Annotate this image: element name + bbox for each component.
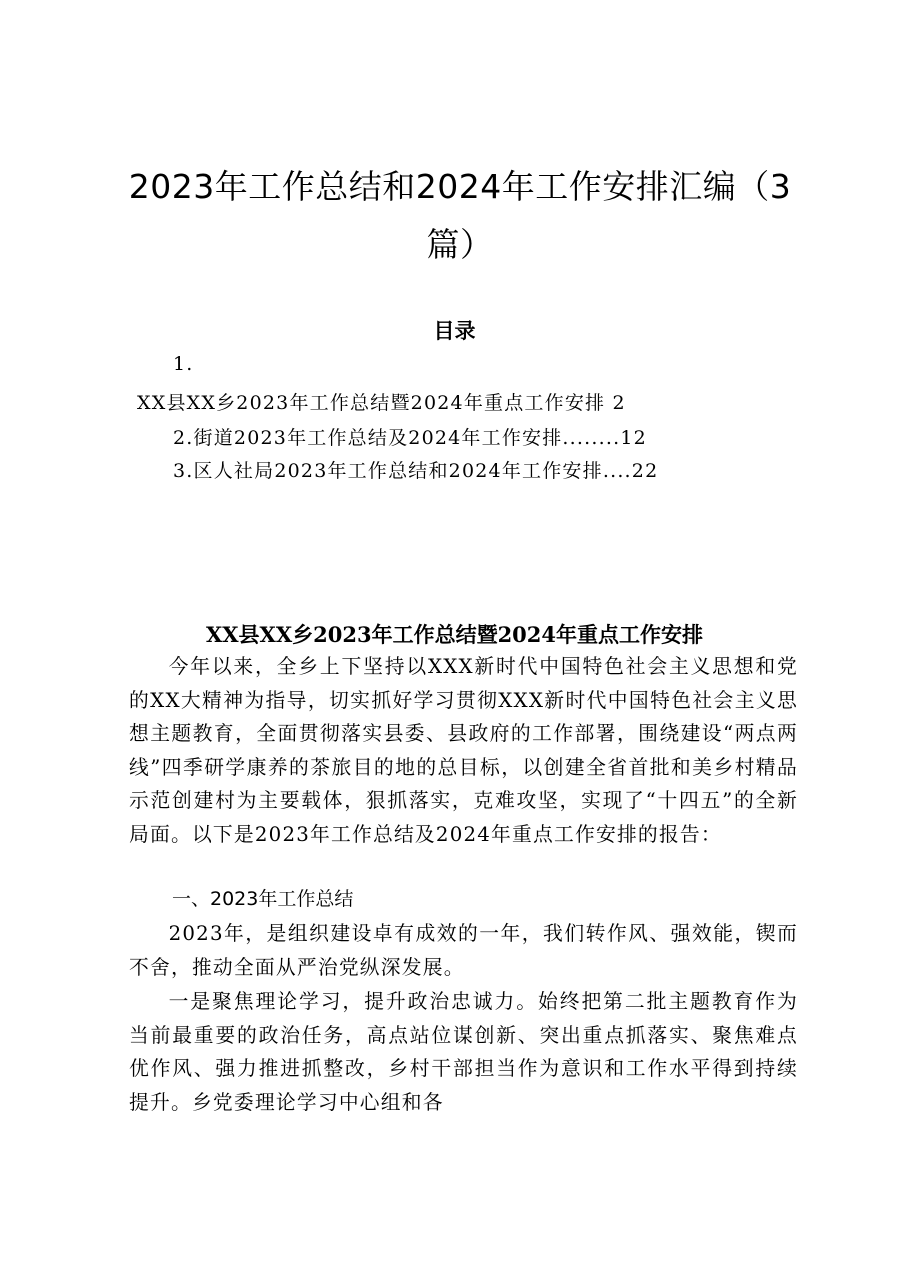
toc-item-3[interactable]: 3.区人社局2023年工作总结和2024年工作安排....22 (173, 460, 659, 482)
document-title: 2023年工作总结和2024年工作安排汇编（3篇） (128, 167, 792, 264)
toc-item-1[interactable]: XX县XX乡2023年工作总结暨2024年重点工作安排 2 (137, 392, 626, 414)
subheading-2023-summary: 一、2023年工作总结 (172, 888, 354, 910)
toc-item-1-number[interactable]: 1. (173, 353, 194, 375)
body-paragraph: 一是聚焦理论学习，提升政治忠诚力。始终把第二批主题教育作为当前最重要的政治任务，高点站位谋创新、突出重点抓落实、聚焦难点优作风、强力推进抓整改，乡村干部担当作为意识和工作水平得到持续提升。乡党委理论学习中心组和各 (129, 990, 798, 1114)
section-title: XX县XX乡2023年工作总结暨2024年重点工作安排 (205, 622, 704, 647)
toc-item-2[interactable]: 2.街道2023年工作总结及2024年工作安排........12 (173, 427, 647, 449)
body-paragraph: 2023年，是组织建设卓有成效的一年，我们转作风、强效能，锲而不舍，推动全面从严治党纵深发展。 (129, 922, 798, 979)
toc-heading: 目录 (433, 318, 476, 343)
intro-paragraph: 今年以来，全乡上下坚持以XXX新时代中国特色社会主义思想和党的XX大精神为指导，切实抓好学习贯彻XXX新时代中国特色社会主义思想主题教育，全面贯彻落实县委、县政府的工作部署，围绕建设“两点两线”四季研学康养的茶旅目的地的总目标，以创建全省首批和美乡村精品示范创建村为主要载体，狠抓落实，克难攻坚，实现了“十四五”的全新局面。以下是2023年工作总结及2024年重点工作安排的报告： (129, 655, 798, 846)
